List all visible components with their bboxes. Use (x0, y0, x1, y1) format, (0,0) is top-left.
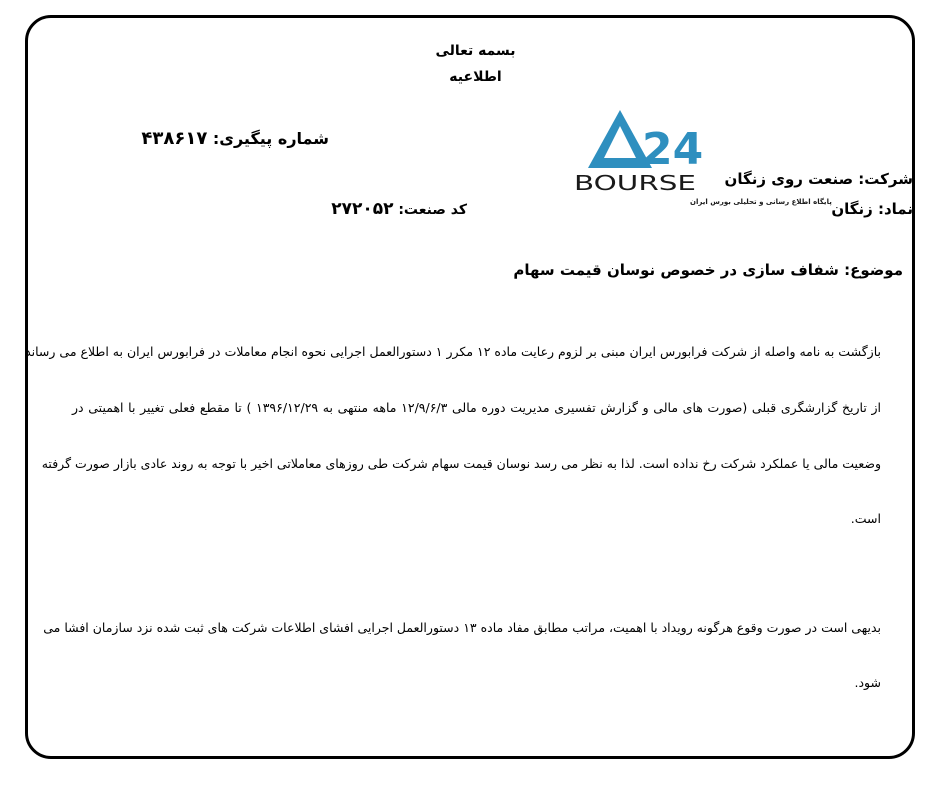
industry-code-label: کد صنعت: (398, 202, 467, 218)
paragraph-1-line-2: از تاریخ گزارشگری قبلی (صورت های مالی و گزارش تفسیری مدیریت دوره مالی ۱۲/۹/۶/۳ ماهه منتهی به ۱۳۹۶/۱۲/۲۹ ) تا مقطع فعلی تغییر با اهمیتی در (72, 400, 881, 415)
tracking-label: شماره پیگیری: (212, 129, 329, 148)
tracking-number (141, 128, 329, 149)
subject-line: موضوع: شفاف سازی در خصوص نوسان قیمت سهام (513, 261, 903, 279)
basmala-heading: بسمه تعالی (435, 43, 516, 59)
paragraph-2-line-2: شود. (854, 675, 881, 690)
paragraph-2 (43, 620, 881, 700)
industry-code-value: ۲۷۲۰۵۲ (331, 199, 394, 219)
logo-caption: پایگاه اطلاع رسانی و تحلیلی بورس ایران (690, 198, 832, 206)
industry-code (331, 199, 467, 219)
stock-symbol: نماد: زنگان (831, 200, 913, 218)
tracking-value: ۴۳۸۶۱۷ (141, 128, 208, 149)
company-name: شرکت: صنعت روی زنگان (724, 170, 913, 188)
paragraph-1 (25, 344, 881, 534)
paragraph-1-line-1: بازگشت به نامه واصله از شرکت فرابورس ایران مبنی بر لزوم رعایت ماده ۱۲ مکرر ۱ دستورالعمل اجرایی نحوه انجام معاملات در فرابورس ایران به اطلاع می رساند (25, 344, 881, 359)
notice-title: اطلاعیه (449, 69, 502, 85)
paragraph-1-line-3: وضعیت مالی یا عملکرد شرکت رخ نداده است. لذا به نظر می رسد نوسان قیمت سهام شرکت طی روزهای معاملاتی اخیر با توجه به روند عادی بازار صورت گرفته (41, 456, 881, 471)
logo-mark: 24 (642, 124, 704, 175)
paragraph-2-line-1: بدیهی است در صورت وقوع هرگونه رویداد با اهمیت، مراتب مطابق مفاد ماده ۱۳ دستورالعمل اجرایی افشای اطلاعات شرکت های ثبت شده نزد سازمان افشا می (43, 620, 881, 635)
logo-brand: BOURSE (574, 171, 696, 195)
paragraph-1-line-4: است. (850, 511, 881, 526)
